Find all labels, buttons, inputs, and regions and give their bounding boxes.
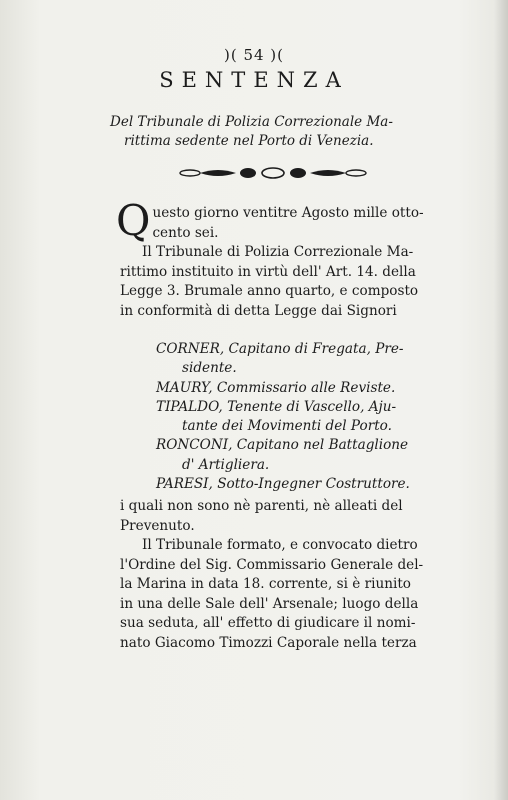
text-line: in conformità di detta Legge dai Signori [120,302,397,319]
text-line: nato Giacomo Timozzi Caporale nella terza [120,634,417,651]
member-name: TIPALDO, [156,398,223,415]
member-role: tante dei Movimenti del Porto. [182,418,392,435]
member-name: PARESI, [156,476,213,493]
text-line: cento sei. [152,224,219,241]
text-line: rittimo instituito in virtù dell' Art. 14. della [120,263,416,280]
list-item [156,398,470,437]
list-item [156,340,470,379]
member-role: d' Artigliera. [182,456,270,473]
text-line: Il Tribunale di Polizia Correzionale Ma- [142,244,414,260]
members-list [156,340,470,494]
subtitle [110,113,470,151]
member-role: Sotto-Ingegner Costruttore. [217,476,410,493]
text-line: in una delle Sale dell' Arsenale; luogo della [120,595,419,612]
text-line: uesto giorno ventitre Agosto mille otto- [152,205,424,221]
page-number: )( 54 )( [223,46,285,64]
list-item [156,436,470,475]
drop-cap: Q [116,196,151,245]
page-edge-shadow [494,0,508,800]
text-line: i quali non sono nè parenti, nè alleati del [120,498,403,514]
page-title: SENTENZA [159,68,349,92]
closing-paragraph [120,497,470,653]
text-line: Prevenuto. [120,517,195,534]
member-role: Capitano nel Battaglione [236,437,409,454]
list-item [156,475,470,494]
fleuron-ornament-icon [178,163,368,183]
text-line: l'Ordine del Sig. Commissario Generale del- [120,556,424,573]
member-role: Commissario alle Reviste. [216,379,396,396]
member-name: CORNER, [156,341,225,357]
text-line: Il Tribunale formato, e convocato dietro [142,537,418,553]
member-name: RONCONI, [156,437,233,454]
member-role: sidente. [182,360,237,377]
convened-paragraph [120,536,470,653]
subtitle-line: rittima sedente nel Porto di Venezia. [124,133,374,149]
member-name: MAURY, [156,379,213,396]
tribunal-paragraph [120,243,470,321]
text-line: sua seduta, all' effetto di giudicare il nomi- [120,615,416,631]
subtitle-line: Del Tribunale di Polizia Correzionale Ma- [110,114,393,130]
list-item [156,379,470,398]
intro-paragraph [116,196,470,321]
member-role: Tenente di Vascello, Aju- [227,398,397,415]
text-line: Legge 3. Brumale anno quarto, e composto [120,283,419,299]
text-line: la Marina in data 18. corrente, si è riunito [120,576,411,592]
member-role: Capitano di Fregata, Pre- [228,341,404,357]
